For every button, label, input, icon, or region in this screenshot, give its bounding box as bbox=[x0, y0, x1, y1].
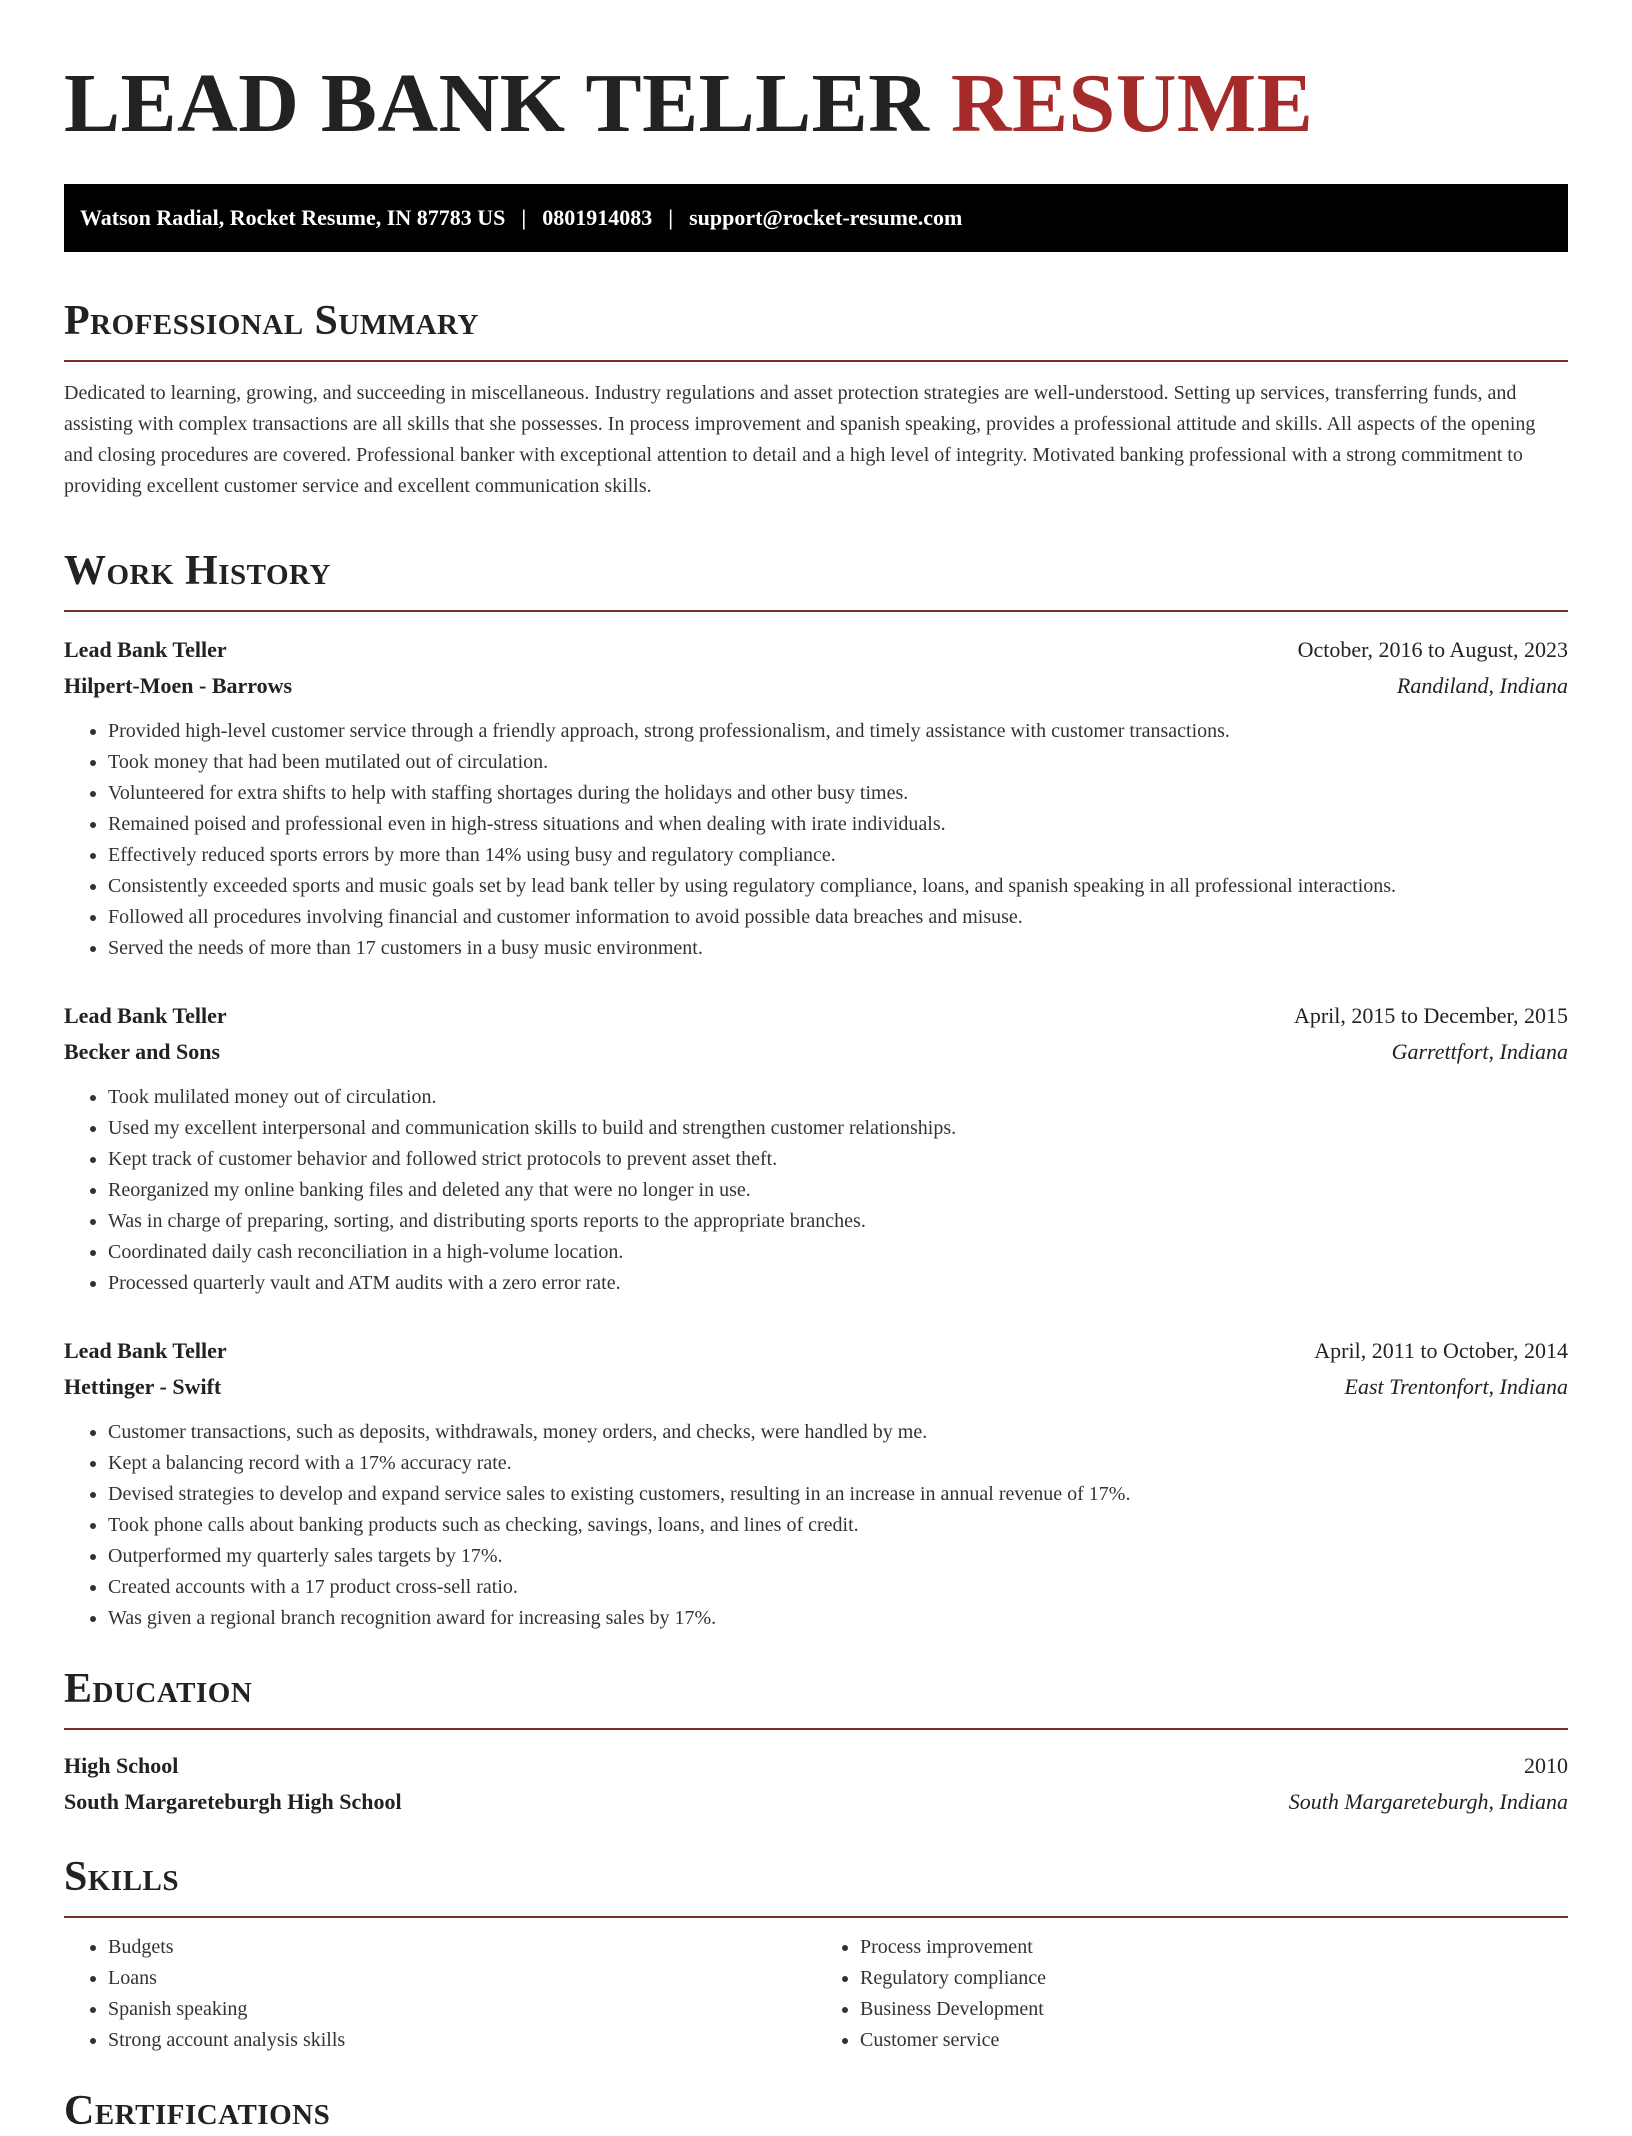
job-bullet: • Coordinated daily cash reconciliation in a high-volume location. bbox=[108, 1237, 1568, 1268]
contact-phone: 0801914083 bbox=[542, 205, 653, 230]
job-dates: April, 2015 to December, 2015 bbox=[1293, 1003, 1568, 1028]
skill-item: • Business Development bbox=[860, 1994, 1568, 2025]
job-bullet: • Took money that had been mutilated out of circulation. bbox=[108, 747, 1568, 778]
summary-text: Dedicated to learning, growing, and succeeding in miscellaneous. Industry regulations and asset protection strategies are well-understood. Setting up services, transferring funds, and assisting with complex transactions are all skills that she possesses. In process improvement and spanish speaking, provides a professional attitude and skills. All aspects of the opening and closing procedures are covered. Professional banker with exceptional attention to detail and a high level of integrity. Motivated banking professional with a strong commitment to providing excellent customer service and excellent communication skills. bbox=[64, 382, 1536, 497]
job-location: Garrettfort, Indiana bbox=[1391, 1039, 1568, 1064]
job-bullet: • Was in charge of preparing, sorting, and distributing sports reports to the appropriate branches. bbox=[108, 1206, 1568, 1237]
job-bullet: • Followed all procedures involving financial and customer information to avoid possible data breaches and misuse. bbox=[108, 902, 1568, 933]
job-bullets bbox=[64, 1417, 1568, 1634]
contact-separator: | bbox=[521, 205, 527, 230]
job-bullet: • Created accounts with a 17 product cross-sell ratio. bbox=[108, 1572, 1568, 1603]
job-bullet: • Processed quarterly vault and ATM audits with a zero error rate. bbox=[108, 1268, 1568, 1299]
education-school-row bbox=[64, 1784, 1568, 1820]
skill-item: • Process improvement bbox=[860, 1932, 1568, 1963]
education-year: 2010 bbox=[1524, 1753, 1568, 1778]
certifications-section bbox=[64, 2086, 1568, 2136]
job-entry bbox=[64, 1333, 1568, 1634]
title-main: LEAD BANK TELLER bbox=[64, 57, 930, 150]
skill-item: • Spanish speaking bbox=[108, 1994, 816, 2025]
resume-page bbox=[64, 0, 1568, 2136]
section-divider bbox=[64, 1916, 1568, 1918]
job-bullets bbox=[64, 716, 1568, 964]
job-company: Hettinger - Swift bbox=[64, 1374, 222, 1399]
resume-title bbox=[64, 56, 1568, 152]
job-bullet: • Kept a balancing record with a 17% accuracy rate. bbox=[108, 1448, 1568, 1479]
job-bullet: • Effectively reduced sports errors by more than 14% using busy and regulatory compliance. bbox=[108, 840, 1568, 871]
job-dates: April, 2011 to October, 2014 bbox=[1314, 1338, 1568, 1363]
title-accent: RESUME bbox=[950, 57, 1314, 150]
job-dates: October, 2016 to August, 2023 bbox=[1297, 637, 1568, 662]
skills-column-left bbox=[64, 1932, 816, 2056]
skill-item: • Customer service bbox=[860, 2025, 1568, 2056]
skill-item: • Budgets bbox=[108, 1932, 816, 1963]
job-bullet: • Outperformed my quarterly sales targets by 17%. bbox=[108, 1541, 1568, 1572]
education-entry bbox=[64, 1748, 1568, 1820]
education-heading: Education bbox=[64, 1666, 253, 1712]
section-divider bbox=[64, 610, 1568, 612]
skills-column-right bbox=[816, 1932, 1568, 2056]
skill-item: • Strong account analysis skills bbox=[108, 2025, 816, 2056]
job-bullet: • Took phone calls about banking products such as checking, savings, loans, and lines of credit. bbox=[108, 1510, 1568, 1541]
job-title: Lead Bank Teller bbox=[64, 1338, 227, 1363]
summary-section bbox=[64, 296, 1568, 502]
job-bullet: • Served the needs of more than 17 customers in a busy music environment. bbox=[108, 933, 1568, 964]
job-title: Lead Bank Teller bbox=[64, 1003, 227, 1028]
job-company-row bbox=[64, 1369, 1568, 1405]
job-bullet: • Took mulilated money out of circulation. bbox=[108, 1082, 1568, 1113]
job-bullet: • Consistently exceeded sports and music goals set by lead bank teller by using regulatory compliance, loans, and spanish speaking in all professional interactions. bbox=[108, 871, 1568, 902]
contact-address: Watson Radial, Rocket Resume, IN 87783 US bbox=[80, 205, 506, 230]
skill-item: • Loans bbox=[108, 1963, 816, 1994]
skills-section bbox=[64, 1852, 1568, 2056]
job-location: East Trentonfort, Indiana bbox=[1344, 1374, 1568, 1399]
job-bullet: • Customer transactions, such as deposits, withdrawals, money orders, and checks, were handled by me. bbox=[108, 1417, 1568, 1448]
job-bullet: • Provided high-level customer service through a friendly approach, strong professionalism, and timely assistance with customer transactions. bbox=[108, 716, 1568, 747]
job-company-row bbox=[64, 668, 1568, 704]
certifications-heading: Certifications bbox=[64, 2088, 331, 2134]
job-bullet: • Reorganized my online banking files and deleted any that were no longer in use. bbox=[108, 1175, 1568, 1206]
job-entry bbox=[64, 998, 1568, 1299]
education-location: South Margareteburgh, Indiana bbox=[1288, 1789, 1568, 1814]
job-company: Hilpert-Moen - Barrows bbox=[64, 673, 293, 698]
job-company-row bbox=[64, 1034, 1568, 1070]
job-company: Becker and Sons bbox=[64, 1039, 221, 1064]
job-bullet: • Volunteered for extra shifts to help with staffing shortages during the holidays and other busy times. bbox=[108, 778, 1568, 809]
summary-heading: Professional Summary bbox=[64, 298, 479, 344]
contact-email: support@rocket-resume.com bbox=[689, 205, 963, 230]
job-header-row bbox=[64, 998, 1568, 1034]
work-section bbox=[64, 546, 1568, 1634]
contact-bar bbox=[64, 184, 1568, 252]
job-bullet: • Remained poised and professional even in high-stress situations and when dealing with irate individuals. bbox=[108, 809, 1568, 840]
section-divider bbox=[64, 1728, 1568, 1730]
skills-heading: Skills bbox=[64, 1854, 180, 1900]
job-bullet: • Used my excellent interpersonal and communication skills to build and strengthen customer relationships. bbox=[108, 1113, 1568, 1144]
education-school: South Margareteburgh High School bbox=[64, 1789, 402, 1814]
skill-item: • Regulatory compliance bbox=[860, 1963, 1568, 1994]
section-divider bbox=[64, 360, 1568, 362]
work-heading: Work History bbox=[64, 548, 331, 594]
contact-separator: | bbox=[668, 205, 674, 230]
job-entry bbox=[64, 632, 1568, 964]
job-bullet: • Was given a regional branch recognition award for increasing sales by 17%. bbox=[108, 1603, 1568, 1634]
education-degree: High School bbox=[64, 1753, 179, 1778]
job-location: Randiland, Indiana bbox=[1396, 673, 1568, 698]
skills-grid bbox=[64, 1932, 1568, 2056]
job-bullet: • Kept track of customer behavior and followed strict protocols to prevent asset theft. bbox=[108, 1144, 1568, 1175]
education-section bbox=[64, 1664, 1568, 1820]
job-header-row bbox=[64, 632, 1568, 668]
job-title: Lead Bank Teller bbox=[64, 637, 227, 662]
job-header-row bbox=[64, 1333, 1568, 1369]
job-bullet: • Devised strategies to develop and expand service sales to existing customers, resulting in an increase in annual revenue of 17%. bbox=[108, 1479, 1568, 1510]
education-header-row bbox=[64, 1748, 1568, 1784]
job-bullets bbox=[64, 1082, 1568, 1299]
